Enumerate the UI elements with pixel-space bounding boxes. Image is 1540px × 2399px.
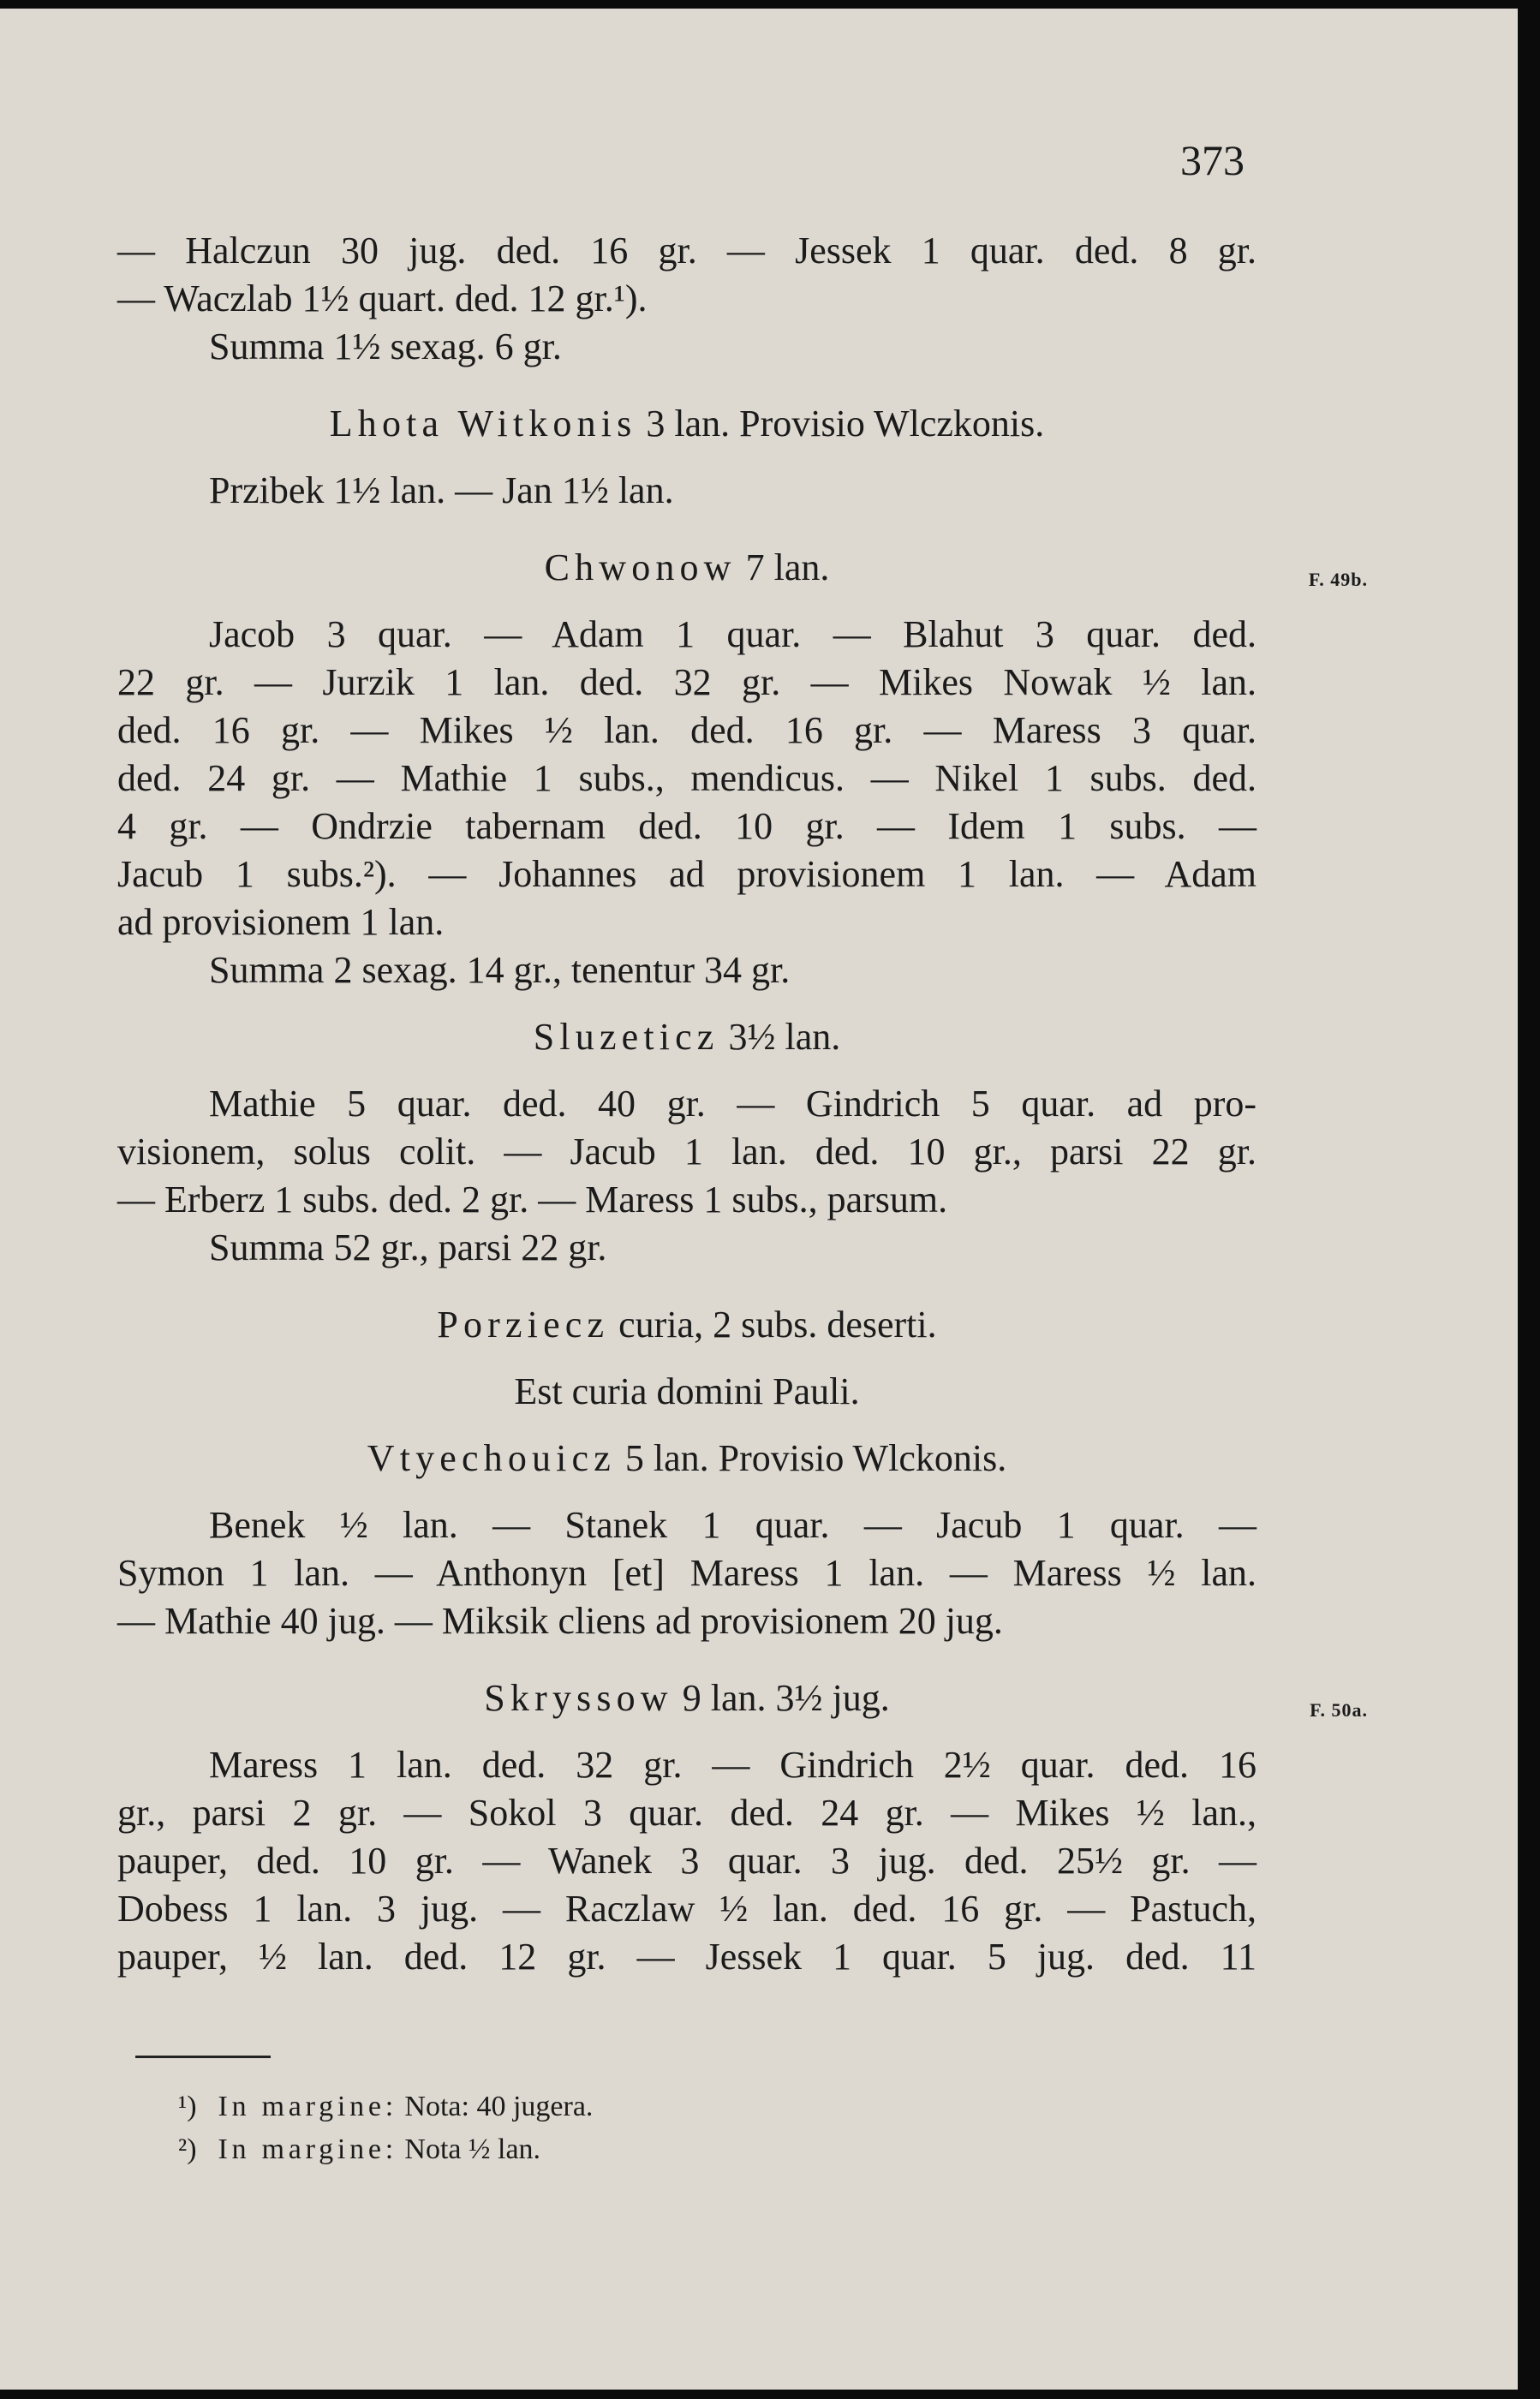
section-subheading: Est curia domini Pauli. [514,1370,860,1412]
entry-paragraph [117,1080,1256,1272]
text-line: ded. 24 gr. — Mathie 1 subs., mendicus. — Nikel 1 subs. ded. [117,757,1256,799]
text-line: 4 gr. — Ondrzie tabernam ded. 10 gr. — Idem 1 subs. — [117,805,1256,847]
text-line: — Mathie 40 jug. — Miksik cliens ad provisionem 20 jug. [117,1600,1003,1642]
section-heading-lhota [117,400,1256,448]
text-line: ded. 16 gr. — Mikes ½ lan. ded. 16 gr. — Maress 3 quar. [117,709,1256,751]
place-name: Sluzeticz [533,1016,719,1058]
entry-paragraph [117,611,1256,994]
text-line: pauper, ded. 10 gr. — Wanek 3 quar. 3 jug. ded. 25½ gr. — [117,1840,1256,1882]
place-name: Skryssow [484,1677,673,1719]
text-line: Mathie 5 quar. ded. 40 gr. — Gindrich 5 quar. ad pro- [209,1083,1256,1125]
text-line: Symon 1 lan. — Anthonyn [et] Maress 1 lan. — Maress ½ lan. [117,1552,1256,1594]
book-page [0,9,1518,2390]
section-heading-porziecz [117,1301,1256,1349]
heading-detail: 5 lan. Provisio Wlckonis. [624,1437,1007,1479]
footnote [178,2086,593,2128]
text-line: Maress 1 lan. ded. 32 gr. — Gindrich 2½ quar. ded. 16 [209,1744,1256,1786]
footnote-rule [135,2056,271,2058]
heading-detail: 9 lan. 3½ jug. [682,1677,890,1719]
section-heading-chwonow [117,544,1368,592]
section-heading-sluzeticz [117,1013,1256,1061]
footnote-mark: ²) [178,2133,197,2165]
text-line: — Erberz 1 subs. ded. 2 gr. — Maress 1 subs., parsum. [117,1179,948,1220]
text-line: pauper, ½ lan. ded. 12 gr. — Jessek 1 quar. 5 jug. ded. 11 [117,1936,1256,1978]
footnote-label: In margine: [218,2133,397,2165]
footnotes [178,2086,593,2171]
heading-detail: 7 lan. [745,546,830,588]
page-number: 373 [1180,136,1245,184]
entry-paragraph [117,1501,1256,1645]
place-name: Chwonow [544,546,737,588]
heading-detail: 3½ lan. [728,1016,841,1058]
summa-line: Summa 52 gr., parsi 22 gr. [209,1226,607,1268]
heading-detail: 3 lan. Provisio Wlczkonis. [646,403,1045,445]
text-line: Benek ½ lan. — Stanek 1 quar. — Jacub 1 quar. — [209,1504,1256,1546]
folio-marker: F. 49b. [1308,569,1368,590]
text-line: — Halczun 30 jug. ded. 16 gr. — Jessek 1 quar. ded. 8 gr. [117,230,1256,272]
text-line: Jacub 1 subs.²). — Johannes ad provisionem 1 lan. — Adam [117,853,1256,895]
footnote [178,2128,593,2171]
summa-line: Summa 2 sexag. 14 gr., tenentur 34 gr. [209,949,791,991]
entry-paragraph [117,1741,1256,1981]
footnote-label: In margine: [218,2091,397,2122]
text-line: gr., parsi 2 gr. — Sokol 3 quar. ded. 24 gr. — Mikes ½ lan., [117,1792,1256,1834]
text-line: Jacob 3 quar. — Adam 1 quar. — Blahut 3 quar. ded. [209,613,1256,655]
text-line: ad provisionem 1 lan. [117,901,445,943]
place-name: Porziecz [437,1304,610,1346]
footnote-text: Nota: 40 jugera. [404,2091,594,2122]
text-line: visionem, solus colit. — Jacub 1 lan. ded. 10 gr., parsi 22 gr. [117,1131,1256,1173]
text-line: Przibek 1½ lan. — Jan 1½ lan. [209,469,674,511]
place-name: Lhota Witkonis [329,403,637,445]
text-line: 22 gr. — Jurzik 1 lan. ded. 32 gr. — Mikes Nowak ½ lan. [117,661,1256,703]
footnote-mark: ¹) [178,2091,197,2122]
section-heading-vtyechouicz [117,1435,1256,1483]
folio-marker: F. 50a. [1310,1699,1368,1721]
text-line: Dobess 1 lan. 3 jug. — Raczlaw ½ lan. ded. 16 gr. — Pastuch, [117,1888,1256,1930]
text-line: — Waczlab 1½ quart. ded. 12 gr.¹). [117,277,648,319]
section-heading-skryssow [117,1674,1368,1722]
body-text [117,227,1368,1981]
heading-detail: curia, 2 subs. deserti. [618,1304,937,1346]
footnote-text: Nota ½ lan. [404,2133,541,2165]
place-name: Vtyechouicz [367,1437,616,1479]
intro-block [117,227,1256,371]
summa-line: Summa 1½ sexag. 6 gr. [209,325,562,367]
